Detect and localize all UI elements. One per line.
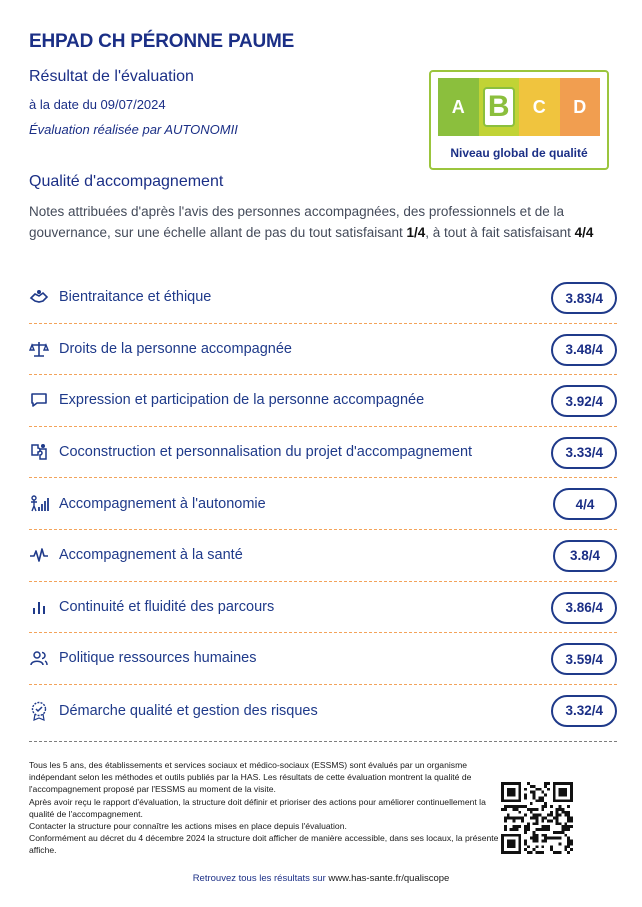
grade-a — [438, 78, 479, 136]
grade-scale — [438, 78, 600, 136]
footer-paragraph: Après avoir reçu le rapport d'évaluation, la structure doit définir et prioriser des actions pour améliorer continuellement la qualité de l'accompagnement. — [29, 796, 486, 819]
quality-grade-badge — [429, 70, 609, 170]
footer-notice — [29, 759, 501, 857]
grade-letter: B — [483, 87, 515, 127]
results-link-prefix: Retrouvez tous les résultats sur — [192, 873, 329, 884]
footer-paragraph: Conformément au décret du 4 décembre 2024 la structure doit afficher de manière accessible, dans ses locaux, la présente affiche. — [29, 833, 499, 856]
grade-b — [479, 78, 520, 136]
criterion-label: Expression et participation de la personne accompagnée — [59, 392, 425, 409]
grade-letter: C — [532, 96, 546, 117]
section-intro — [29, 201, 619, 243]
people-icon — [29, 648, 59, 668]
criterion-label: Politique ressources humaines — [59, 650, 257, 667]
criterion-score: 3.48/4 — [551, 334, 617, 366]
criterion-row — [29, 324, 617, 376]
grade-d — [560, 78, 601, 136]
scales-icon — [29, 339, 59, 359]
criterion-score: 3.59/4 — [551, 643, 617, 675]
criterion-row — [29, 427, 617, 479]
footer-paragraph: Tous les 5 ans, des établissements et services sociaux et médico-sociaux (ESSMS) sont évalués par un organisme indépendant selon les méthodes et outils publiés par la HAS. Les résultats de cette évaluation montrent la qualité de l'accompagnement proposé par l'ESSMS au moment de la visite. — [29, 760, 472, 795]
criterion-label: Démarche qualité et gestion des risques — [59, 702, 318, 719]
page-title: EHPAD CH PÉRONNE PAUME — [29, 31, 295, 52]
criterion-row — [29, 375, 617, 427]
criterion-row — [29, 530, 617, 582]
speech-bubble-icon — [29, 390, 59, 410]
criterion-score: 3.8/4 — [553, 540, 617, 572]
section-title: Qualité d'accompagnement — [29, 173, 224, 190]
qr-code[interactable] — [501, 782, 573, 854]
criterion-label: Coconstruction et personnalisation du projet d'accompagnement — [59, 444, 473, 461]
intro-text: Notes attribuées d'après l'avis des personnes accompagnées, des professionnels et de la gouvernance, sur une échelle allant de pas du tout satisfaisant — [29, 204, 564, 240]
criterion-score: 3.33/4 — [551, 437, 617, 469]
criterion-label: Continuité et fluidité des parcours — [59, 598, 275, 615]
criterion-score: 3.86/4 — [551, 592, 617, 624]
criterion-label: Bientraitance et éthique — [59, 289, 212, 306]
autonomy-icon — [29, 494, 59, 514]
criterion-row — [29, 582, 617, 634]
criterion-score: 4/4 — [553, 488, 617, 520]
criterion-score: 3.32/4 — [551, 695, 617, 727]
puzzle-icon — [29, 442, 59, 462]
results-link-url[interactable]: www.has-sante.fr/qualiscope — [328, 873, 450, 884]
intro-max-score: 4/4 — [574, 225, 594, 240]
criterion-label: Accompagnement à la santé — [59, 547, 243, 564]
evaluator-line: Évaluation réalisée par AUTONOMII — [29, 122, 238, 137]
evaluation-subtitle: Résultat de l'évaluation — [29, 68, 194, 85]
bar-chart-icon — [29, 597, 59, 617]
criterion-row — [29, 478, 617, 530]
criterion-score: 3.92/4 — [551, 385, 617, 417]
quality-badge-icon — [29, 701, 59, 721]
grade-letter: D — [573, 96, 587, 117]
grade-caption: Niveau global de qualité — [450, 146, 588, 160]
criterion-row — [29, 633, 617, 685]
criterion-row — [29, 272, 617, 324]
grade-c — [519, 78, 560, 136]
criterion-label: Droits de la personne accompagnée — [59, 340, 292, 357]
footer-divider — [29, 741, 617, 742]
criterion-label: Accompagnement à l'autonomie — [59, 495, 266, 512]
handshake-icon — [29, 287, 59, 307]
heartbeat-icon — [29, 545, 59, 565]
intro-min-score: 1/4 — [406, 225, 426, 240]
criterion-score: 3.83/4 — [551, 282, 617, 314]
grade-letter: A — [451, 96, 465, 117]
criterion-row — [29, 685, 617, 737]
intro-text-middle: , à tout à fait satisfaisant — [425, 225, 575, 240]
evaluation-date: à la date du 09/07/2024 — [29, 97, 166, 112]
results-link[interactable] — [0, 873, 642, 884]
criteria-list — [29, 272, 617, 736]
footer-paragraph: Contacter la structure pour connaître les actions mises en place depuis l'évaluation. — [29, 821, 347, 832]
